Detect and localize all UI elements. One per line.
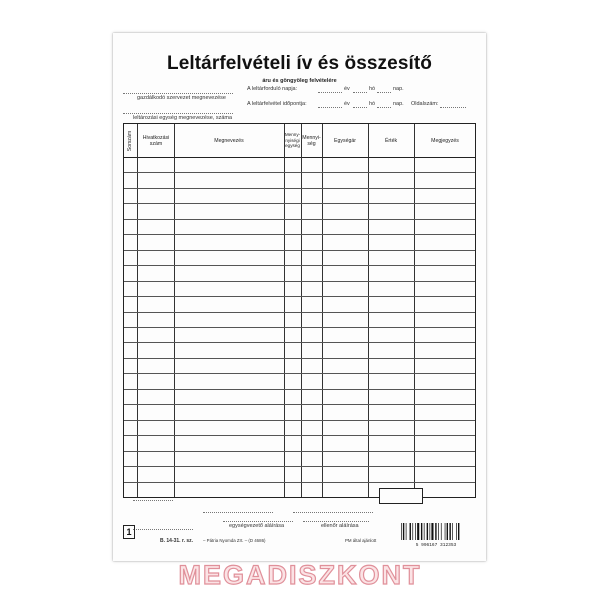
table-row-divider bbox=[124, 188, 475, 189]
table-row-divider bbox=[124, 203, 475, 204]
inventory-table bbox=[123, 123, 476, 498]
date2-year-word: év bbox=[344, 101, 350, 107]
org-label: gazdálkodó szervezet megnevezése bbox=[137, 95, 226, 101]
signature-line-1 bbox=[223, 521, 293, 522]
page-number-box: 1 bbox=[123, 525, 135, 539]
column-divider bbox=[322, 124, 323, 497]
date1-month-word: hó bbox=[369, 86, 376, 92]
table-row-divider bbox=[124, 420, 475, 421]
form-subtitle: áru és göngyöleg felvételére bbox=[262, 78, 337, 84]
table-row-divider bbox=[124, 482, 475, 483]
form-code: B. 14-31. r. sz. bbox=[160, 538, 194, 544]
date1-year-line bbox=[318, 92, 342, 93]
pm-text: PM által ajánlott bbox=[345, 538, 377, 543]
table-row-divider bbox=[124, 219, 475, 220]
date1-day-word: nap. bbox=[393, 86, 404, 92]
column-header: Mennyi-ség bbox=[302, 134, 321, 147]
form-title: Leltárfelvételi ív és összesítő bbox=[167, 53, 432, 74]
barcode-digits: 5 996167 312353 bbox=[415, 543, 457, 547]
table-row-divider bbox=[124, 389, 475, 390]
date2-day-word: nap. bbox=[393, 101, 404, 107]
footer-line bbox=[203, 512, 273, 513]
date-row1-label: A leltárforduló napja: bbox=[247, 86, 298, 92]
date-row2-label: A leltárfelvétel időpontja: bbox=[247, 101, 307, 107]
table-row-divider bbox=[124, 281, 475, 282]
table-row-divider bbox=[124, 358, 475, 359]
table-row-divider bbox=[124, 451, 475, 452]
column-header: Sorszám bbox=[127, 130, 133, 152]
unit-line bbox=[123, 113, 233, 114]
date1-year-word: év bbox=[344, 86, 350, 92]
org-line bbox=[123, 93, 233, 94]
page-number-line bbox=[440, 107, 466, 108]
page-number-label: Oldalszám: bbox=[411, 101, 439, 107]
table-row-divider bbox=[124, 172, 475, 173]
table-row-divider bbox=[124, 435, 475, 436]
column-header: Egységár bbox=[334, 137, 356, 144]
table-row-divider bbox=[124, 234, 475, 235]
column-divider bbox=[284, 124, 285, 497]
column-divider bbox=[174, 124, 175, 497]
column-divider bbox=[137, 124, 138, 497]
footer-line bbox=[293, 512, 373, 513]
date2-month-word: hó bbox=[369, 101, 376, 107]
footer-line bbox=[133, 529, 193, 530]
barcode-icon bbox=[398, 523, 474, 547]
date1-day-line bbox=[377, 92, 391, 93]
table-row-divider bbox=[124, 250, 475, 251]
table-row-divider bbox=[124, 327, 475, 328]
column-divider bbox=[414, 124, 415, 497]
column-header: Hivatkozási szám bbox=[142, 134, 170, 147]
total-box[interactable] bbox=[379, 488, 423, 504]
printer-text: – Pátria Nyomda Zrt. – (D 4686) bbox=[203, 538, 266, 543]
table-row-divider bbox=[124, 404, 475, 405]
unit-label: leltározási egység megnevezése, száma bbox=[133, 115, 233, 121]
watermark-text: MEGADISZKONT bbox=[178, 560, 422, 590]
table-row-divider bbox=[124, 342, 475, 343]
column-header: Megjegyzés bbox=[431, 137, 459, 144]
sign1-label: egységvezető aláírása bbox=[229, 523, 285, 529]
table-row-divider bbox=[124, 466, 475, 467]
column-divider bbox=[368, 124, 369, 497]
date2-day-line bbox=[377, 107, 391, 108]
table-row-divider bbox=[124, 265, 475, 266]
form-sheet bbox=[113, 33, 486, 561]
column-header: Menny-nyiségi egység bbox=[284, 132, 301, 149]
column-header: Érték bbox=[384, 137, 398, 144]
footer-line bbox=[133, 500, 173, 501]
date2-year-line bbox=[318, 107, 342, 108]
column-header: Megnevezés bbox=[214, 137, 244, 144]
table-row-divider bbox=[124, 312, 475, 313]
signature-line-2 bbox=[303, 521, 369, 522]
date1-month-line bbox=[353, 92, 367, 93]
header-divider bbox=[124, 157, 475, 158]
date2-month-line bbox=[353, 107, 367, 108]
table-row-divider bbox=[124, 373, 475, 374]
table-row-divider bbox=[124, 296, 475, 297]
column-divider bbox=[301, 124, 302, 497]
sign2-label: ellenőr aláírása bbox=[321, 523, 359, 529]
